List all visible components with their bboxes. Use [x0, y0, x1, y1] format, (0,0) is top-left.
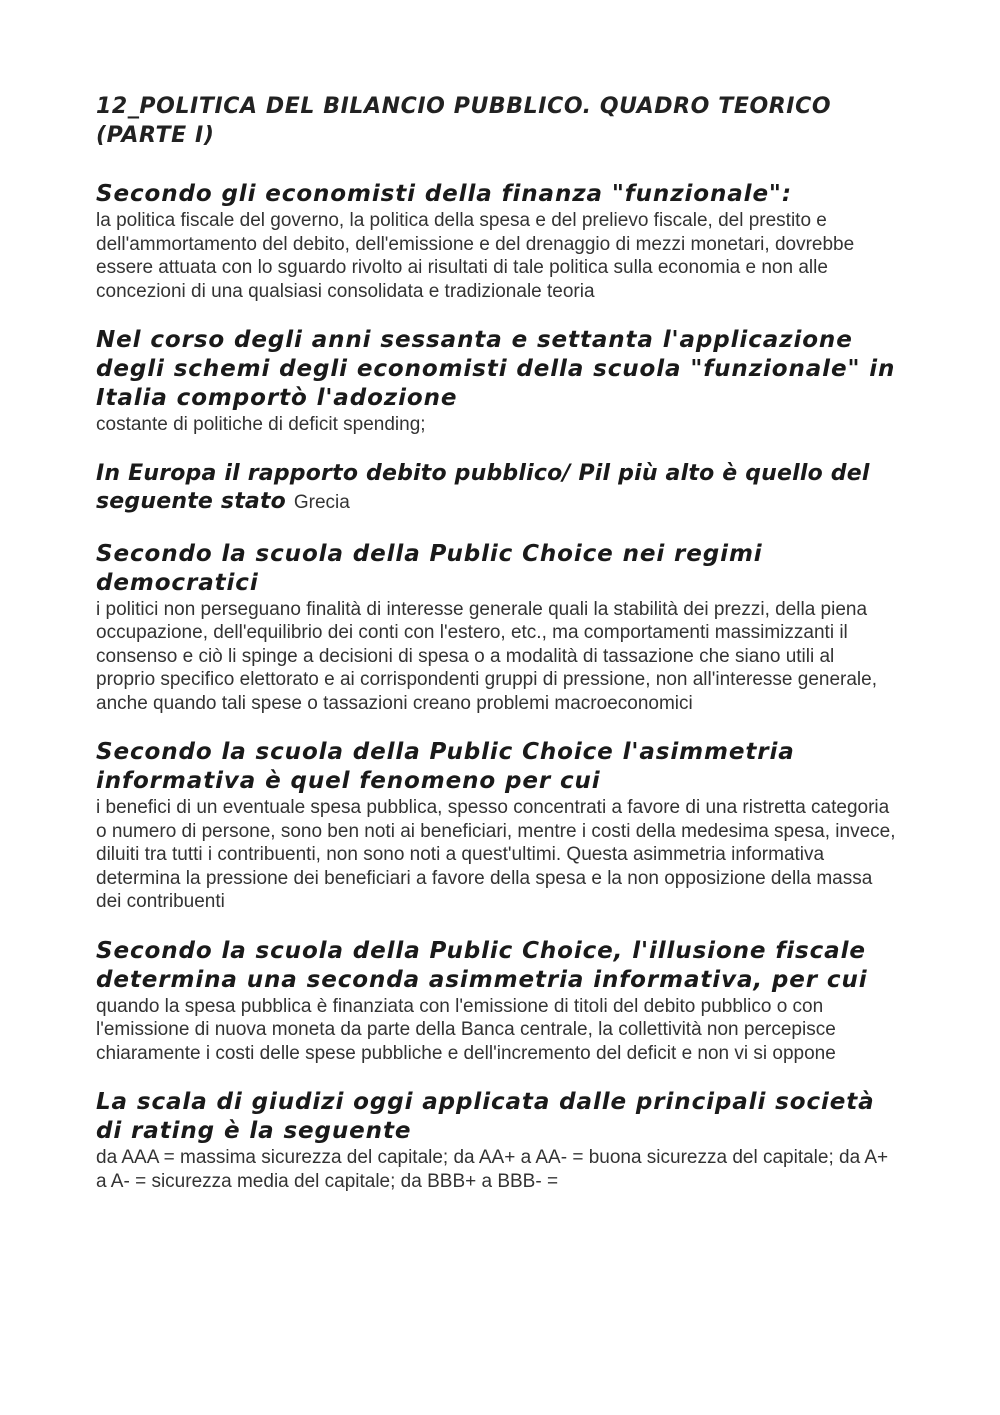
qa-section-5 [96, 738, 896, 914]
document-title: 12_POLITICA DEL BILANCIO PUBBLICO. QUADRO TEORICO (PARTE I) [96, 94, 832, 148]
answer-text: quando la spesa pubblica è finanziata con l'emissione di titoli del debito pubblico o con l'emissione di nuova moneta da parte della Banca centrale, la collettività non percepisce chiaramente i costi delle spese pubbliche e dell'incremento del deficit e non vi si oppone [96, 995, 836, 1064]
question-text [96, 460, 896, 517]
qa-section-4 [96, 540, 896, 716]
question-inline-text: In Europa il rapporto debito pubblico/ Pil più alto è quello del seguente stato [96, 460, 870, 514]
qa-section-3 [96, 460, 896, 517]
qa-section-7 [96, 1088, 896, 1193]
answer-text: costante di politiche di deficit spending; [96, 414, 426, 435]
question-text: La scala di giudizi oggi applicata dalle principali società di rating è la seguente [96, 1089, 875, 1144]
answer-inline-text: Grecia [293, 491, 350, 513]
question-text: Nel corso degli anni sessanta e settanta l'applicazione degli schemi degli economisti della scuola "funzionale" in Italia comportò l'adozione [96, 327, 896, 411]
question-text: Secondo la scuola della Public Choice nei regimi democratici [96, 540, 763, 596]
question-text: Secondo la scuola della Public Choice, l'illusione fiscale determina una seconda asimmetria informativa, per cui [96, 937, 868, 993]
qa-section-2 [96, 326, 896, 437]
qa-section-6 [96, 937, 896, 1066]
answer-text: la politica fiscale del governo, la politica della spesa e del prelievo fiscale, del prestito e dell'ammortamento del debito, dell'emissione e del drenaggio di mezzi monetari, dovrebbe essere attuata con lo sguardo rivolto ai risultati di tale politica sulla economia e non alle concezioni di una qualsiasi consolidata e tradizionale teoria [96, 210, 855, 302]
document-page [96, 92, 896, 1216]
question-text: Secondo gli economisti della finanza "funzionale": [96, 181, 792, 207]
answer-text: i benefici di un eventuale spesa pubblica, spesso concentrati a favore di una ristretta categoria o numero di persone, sono ben noti ai beneficiari, mentre i costi della medesima spesa, invece, diluiti tra tutti i contribuenti, non sono noti a quest'ultimi. Questa asimmetria informativa determina la pressione dei beneficiari a favore della spesa e la non opposizione della massa dei contribuenti [96, 797, 896, 912]
answer-text: da AAA = massima sicurezza del capitale; da AA+ a AA- = buona sicurezza del capitale; da A+ a A- = sicurezza media del capitale; da BBB+ a BBB- = [96, 1147, 889, 1192]
qa-section-1 [96, 180, 896, 303]
question-text: Secondo la scuola della Public Choice l'asimmetria informativa è quel fenomeno per cui [96, 739, 795, 794]
answer-text: i politici non perseguano finalità di interesse generale quali la stabilità dei prezzi, della piena occupazione, dell'equilibrio dei conti con l'estero, etc., ma comportamenti massimizzanti il consenso e ciò li spinge a decisioni di spesa o a modalità di tassazione che siano utili al proprio specifico elettorato e ai corrispondenti gruppi di pressione, non all'interesse generale, anche quando tali spese o tassazioni creano problemi macroeconomici [96, 598, 877, 714]
